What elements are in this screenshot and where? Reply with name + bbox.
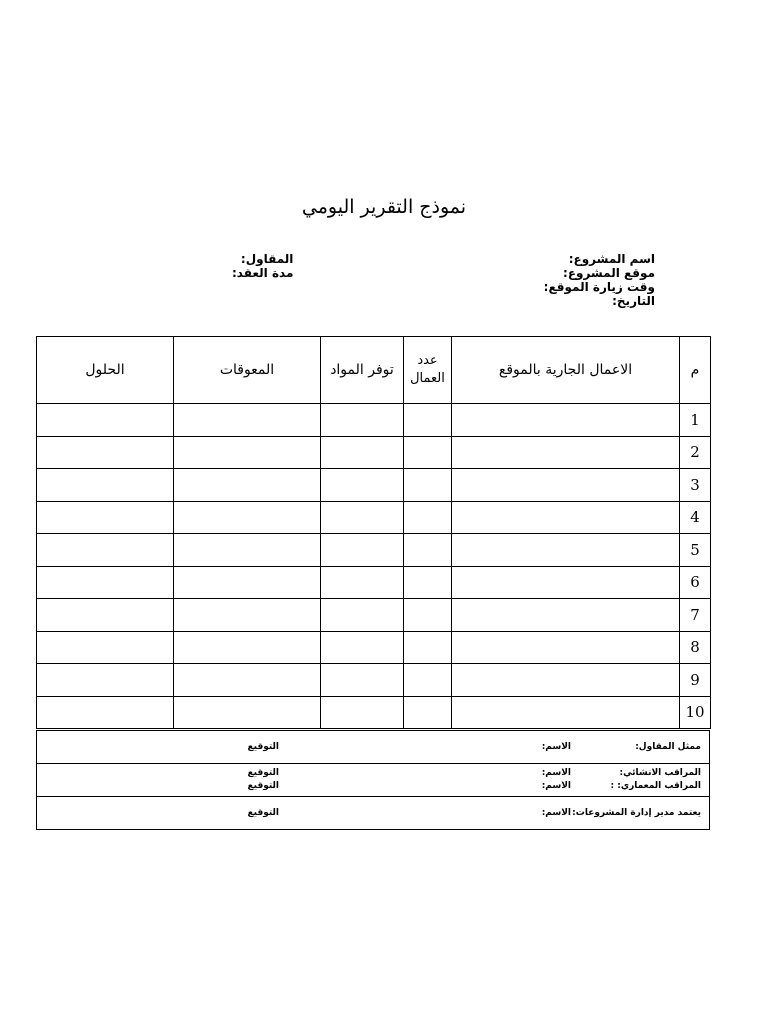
contract-duration-label: مدة العقد:: [232, 266, 294, 280]
pm-approval-signature-label: التوقيع: [247, 808, 279, 818]
workers-cell[interactable]: [404, 436, 452, 469]
header-obstacles: المعوقات: [174, 337, 321, 404]
workers-cell[interactable]: [404, 631, 452, 664]
obstacles-cell[interactable]: [174, 599, 321, 632]
work-cell[interactable]: [452, 599, 680, 632]
contractor-rep-signature-label: التوقيع: [247, 742, 279, 752]
materials-cell[interactable]: [321, 501, 404, 534]
obstacles-cell[interactable]: [174, 534, 321, 567]
solutions-cell[interactable]: [37, 631, 174, 664]
workers-cell[interactable]: [404, 664, 452, 697]
work-cell[interactable]: [452, 631, 680, 664]
workers-cell[interactable]: [404, 566, 452, 599]
structural-supervisor-name-label: الاسم:: [541, 768, 571, 778]
site-visit-time-label: وقت زيارة الموقع:: [543, 280, 655, 294]
obstacles-cell[interactable]: [174, 631, 321, 664]
workers-cell[interactable]: [404, 501, 452, 534]
contractor-rep-label: ممثل المقاول:: [635, 742, 701, 752]
solutions-cell[interactable]: [37, 469, 174, 502]
table-row: [37, 566, 711, 599]
solutions-cell[interactable]: [37, 664, 174, 697]
obstacles-cell[interactable]: [174, 469, 321, 502]
pm-approval-name-label: الاسم:: [541, 808, 571, 818]
table-row: [37, 404, 711, 437]
contractor-rep-name-label: الاسم:: [541, 742, 571, 752]
obstacles-cell[interactable]: [174, 696, 321, 729]
contractor-info-block: [232, 252, 293, 280]
workers-cell[interactable]: [404, 404, 452, 437]
header-work: الاعمال الجارية بالموقع: [452, 337, 680, 404]
row-number: 1: [680, 404, 711, 437]
work-cell[interactable]: [452, 664, 680, 697]
solutions-cell[interactable]: [37, 566, 174, 599]
header-workers: [404, 337, 452, 404]
materials-cell[interactable]: [321, 534, 404, 567]
architectural-supervisor-label: المراقب المعماري: :: [610, 781, 701, 791]
date-label: التاريخ:: [612, 294, 655, 308]
materials-cell[interactable]: [321, 566, 404, 599]
table-row: [37, 696, 711, 729]
table-row: [37, 469, 711, 502]
solutions-cell[interactable]: [37, 501, 174, 534]
table-row: [37, 534, 711, 567]
obstacles-cell[interactable]: [174, 664, 321, 697]
work-cell[interactable]: [452, 469, 680, 502]
solutions-cell[interactable]: [37, 436, 174, 469]
materials-cell[interactable]: [321, 664, 404, 697]
work-cell[interactable]: [452, 436, 680, 469]
work-cell[interactable]: [452, 566, 680, 599]
pm-approval-label: يعتمد مدير إدارة المشروعات:: [572, 808, 701, 818]
table-header-row: [37, 337, 711, 404]
structural-supervisor-signature-label: التوقيع: [247, 768, 279, 778]
project-name-label: اسم المشروع:: [568, 252, 655, 266]
project-info-block: [544, 252, 655, 308]
row-number: 9: [680, 664, 711, 697]
obstacles-cell[interactable]: [174, 501, 321, 534]
obstacles-cell[interactable]: [174, 566, 321, 599]
header-workers-line1: عدد: [417, 353, 438, 368]
row-number: 7: [680, 599, 711, 632]
obstacles-cell[interactable]: [174, 436, 321, 469]
workers-cell[interactable]: [404, 696, 452, 729]
table-row: [37, 599, 711, 632]
row-number: 5: [680, 534, 711, 567]
page-title: نموذج التقرير اليومي: [301, 196, 467, 218]
materials-cell[interactable]: [321, 469, 404, 502]
work-cell[interactable]: [452, 534, 680, 567]
header-solutions: الحلول: [37, 337, 174, 404]
header-num: م: [680, 337, 711, 404]
row-number: 8: [680, 631, 711, 664]
table-row: [37, 664, 711, 697]
solutions-cell[interactable]: [37, 404, 174, 437]
architectural-supervisor-signature-label: التوقيع: [247, 781, 279, 791]
row-number: 4: [680, 501, 711, 534]
daily-report-table: [36, 336, 711, 729]
materials-cell[interactable]: [321, 631, 404, 664]
row-number: 3: [680, 469, 711, 502]
signature-table: [36, 730, 710, 830]
header-materials: توفر المواد: [321, 337, 404, 404]
workers-cell[interactable]: [404, 469, 452, 502]
work-cell[interactable]: [452, 696, 680, 729]
materials-cell[interactable]: [321, 599, 404, 632]
materials-cell[interactable]: [321, 436, 404, 469]
materials-cell[interactable]: [321, 696, 404, 729]
work-cell[interactable]: [452, 404, 680, 437]
header-workers-line2: العمال: [410, 371, 445, 386]
contractor-rep-row: [37, 731, 710, 764]
obstacles-cell[interactable]: [174, 404, 321, 437]
solutions-cell[interactable]: [37, 696, 174, 729]
row-number: 10: [680, 696, 711, 729]
solutions-cell[interactable]: [37, 534, 174, 567]
table-row: [37, 631, 711, 664]
structural-supervisor-label: المراقب الانشائي:: [619, 768, 701, 778]
workers-cell[interactable]: [404, 534, 452, 567]
architectural-supervisor-name-label: الاسم:: [541, 781, 571, 791]
materials-cell[interactable]: [321, 404, 404, 437]
work-cell[interactable]: [452, 501, 680, 534]
pm-approval-row: [37, 797, 710, 830]
workers-cell[interactable]: [404, 599, 452, 632]
row-number: 6: [680, 566, 711, 599]
project-location-label: موقع المشروع:: [563, 266, 655, 280]
table-row: [37, 501, 711, 534]
contractor-label: المقاول:: [240, 252, 294, 266]
supervisors-row: [37, 764, 710, 797]
solutions-cell[interactable]: [37, 599, 174, 632]
table-row: [37, 436, 711, 469]
row-number: 2: [680, 436, 711, 469]
